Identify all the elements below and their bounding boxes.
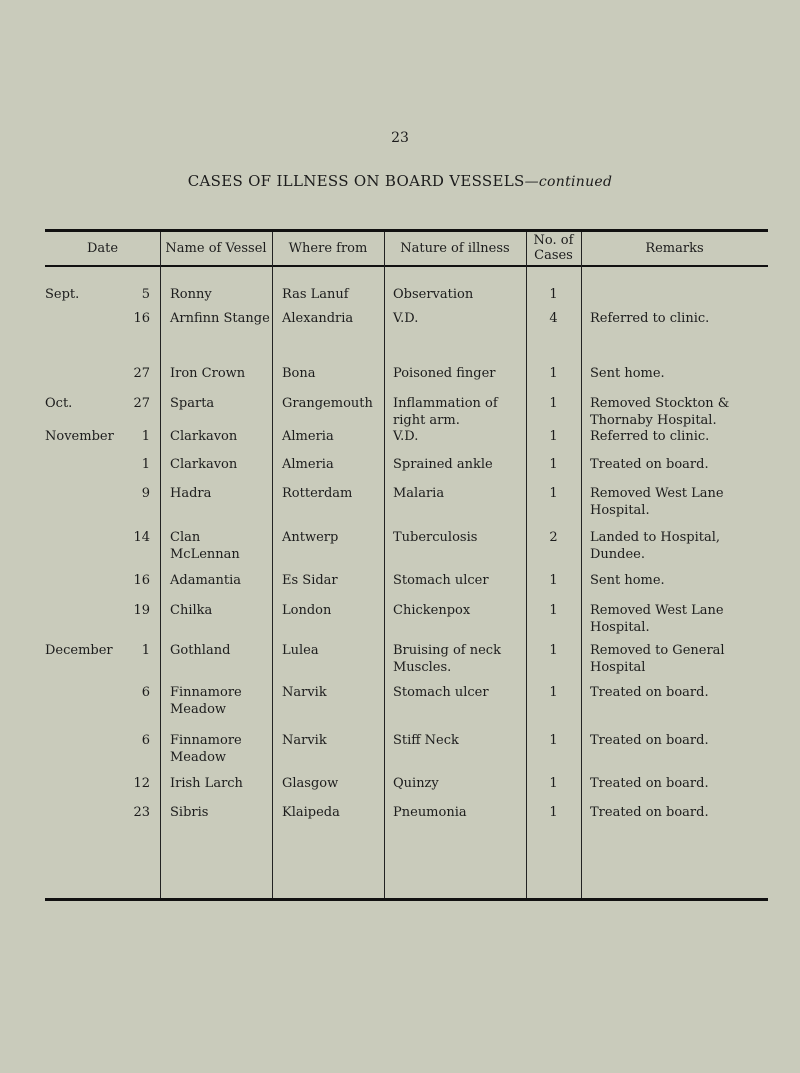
illness-cell: V.D. (393, 429, 419, 444)
column-divider (384, 232, 385, 898)
date-day-cell: 19 (133, 603, 150, 618)
where-from-cell: London (282, 603, 332, 618)
remarks-cell: Sent home. (590, 573, 665, 588)
date-day-cell: 1 (141, 643, 150, 658)
where-from-cell: Narvik (282, 733, 327, 748)
table-bottom-rule (45, 898, 768, 901)
remarks-cell: Treated on board. (590, 776, 709, 791)
illness-cell: Stomach ulcer (393, 573, 489, 588)
date-day-cell: 14 (133, 530, 150, 545)
header-cases: No. of Cases (533, 233, 574, 263)
date-day-cell: 16 (133, 311, 150, 326)
vessel-name-cell: Finnamore Meadow (170, 733, 242, 765)
date-day-cell: 27 (133, 366, 150, 381)
date-day-cell: 6 (141, 685, 150, 700)
where-from-cell: Glasgow (282, 776, 339, 791)
vessel-name-cell: Hadra (170, 486, 212, 501)
remarks-cell: Treated on board. (590, 805, 709, 820)
where-from-cell: Bona (282, 366, 316, 381)
where-from-cell: Rotterdam (282, 486, 353, 501)
case-count-cell: 1 (549, 457, 558, 472)
where-from-cell: Narvik (282, 685, 327, 700)
illness-cell: Quinzy (393, 776, 439, 791)
case-count-cell: 1 (549, 486, 558, 501)
illness-cell: Stiff Neck (393, 733, 459, 748)
date-month-cell: Sept. (45, 287, 80, 302)
header-vessel: Name of Vessel (165, 240, 267, 256)
remarks-cell: Removed Stockton & Thornaby Hospital. (590, 396, 730, 428)
illness-cell: Chickenpox (393, 603, 471, 618)
date-day-cell: 1 (141, 429, 150, 444)
illness-cell: Tuberculosis (393, 530, 478, 545)
illness-cell: Observation (393, 287, 474, 302)
vessel-name-cell: Clarkavon (170, 457, 238, 472)
illness-cell: V.D. (393, 311, 419, 326)
column-divider (272, 232, 273, 898)
vessel-name-cell: Sibris (170, 805, 209, 820)
vessel-name-cell: Clan McLennan (170, 530, 240, 562)
vessel-name-cell: Irish Larch (170, 776, 243, 791)
where-from-cell: Lulea (282, 643, 319, 658)
vessel-name-cell: Adamantia (170, 573, 242, 588)
header-from: Where from (288, 240, 368, 256)
where-from-cell: Antwerp (282, 530, 339, 545)
vessel-name-cell: Sparta (170, 396, 215, 411)
date-month-cell: December (45, 643, 113, 658)
date-day-cell: 27 (133, 396, 150, 411)
vessel-name-cell: Iron Crown (170, 366, 246, 381)
date-day-cell: 1 (141, 457, 150, 472)
remarks-cell: Treated on board. (590, 685, 709, 700)
case-count-cell: 1 (549, 805, 558, 820)
case-count-cell: 1 (549, 643, 558, 658)
remarks-cell: Landed to Hospital, Dundee. (590, 530, 720, 562)
case-count-cell: 1 (549, 603, 558, 618)
where-from-cell: Es Sidar (282, 573, 338, 588)
page-number: 23 (391, 130, 409, 146)
remarks-cell: Sent home. (590, 366, 665, 381)
case-count-cell: 1 (549, 733, 558, 748)
date-day-cell: 12 (133, 776, 150, 791)
remarks-cell: Referred to clinic. (590, 429, 710, 444)
title-text: CASES OF ILLNESS ON BOARD VESSELS (187, 172, 525, 190)
where-from-cell: Ras Lanuf (282, 287, 349, 302)
header-illness: Nature of illness (400, 240, 510, 256)
illness-cell: Poisoned finger (393, 366, 496, 381)
remarks-cell: Removed West Lane Hospital. (590, 486, 724, 518)
where-from-cell: Almeria (282, 429, 334, 444)
case-count-cell: 1 (549, 396, 558, 411)
remarks-cell: Removed West Lane Hospital. (590, 603, 724, 635)
date-month-cell: November (45, 429, 114, 444)
vessel-name-cell: Finnamore Meadow (170, 685, 242, 717)
where-from-cell: Grangemouth (282, 396, 373, 411)
case-count-cell: 1 (549, 366, 558, 381)
remarks-cell: Treated on board. (590, 733, 709, 748)
date-month-cell: Oct. (45, 396, 73, 411)
vessel-name-cell: Chilka (170, 603, 213, 618)
header-date: Date (86, 240, 119, 256)
case-count-cell: 1 (549, 429, 558, 444)
case-count-cell: 1 (549, 573, 558, 588)
column-divider (160, 232, 161, 898)
illness-cell: Bruising of neck Muscles. (393, 643, 501, 675)
vessel-name-cell: Ronny (170, 287, 212, 302)
illness-cell: Malaria (393, 486, 445, 501)
case-count-cell: 2 (549, 530, 558, 545)
case-count-cell: 1 (549, 776, 558, 791)
title-suffix: —continued (524, 174, 613, 190)
illness-cell: Stomach ulcer (393, 685, 489, 700)
date-day-cell: 9 (141, 486, 150, 501)
header-remarks: Remarks (645, 240, 704, 256)
illness-cell: Inflammation of right arm. (393, 396, 498, 428)
page-title (0, 172, 800, 190)
date-day-cell: 23 (133, 805, 150, 820)
where-from-cell: Almeria (282, 457, 334, 472)
column-divider (526, 232, 527, 898)
remarks-cell: Treated on board. (590, 457, 709, 472)
date-day-cell: 6 (141, 733, 150, 748)
where-from-cell: Klaipeda (282, 805, 340, 820)
date-day-cell: 16 (133, 573, 150, 588)
date-day-cell: 5 (141, 287, 150, 302)
case-count-cell: 1 (549, 685, 558, 700)
remarks-cell: Referred to clinic. (590, 311, 710, 326)
illness-cell: Sprained ankle (393, 457, 493, 472)
illness-cell: Pneumonia (393, 805, 467, 820)
vessel-name-cell: Arnfinn Stange (170, 311, 270, 326)
case-count-cell: 1 (549, 287, 558, 302)
remarks-cell: Removed to General Hospital (590, 643, 725, 675)
vessel-name-cell: Gothland (170, 643, 231, 658)
column-divider (581, 232, 582, 898)
case-count-cell: 4 (549, 311, 558, 326)
where-from-cell: Alexandria (282, 311, 354, 326)
vessel-name-cell: Clarkavon (170, 429, 238, 444)
